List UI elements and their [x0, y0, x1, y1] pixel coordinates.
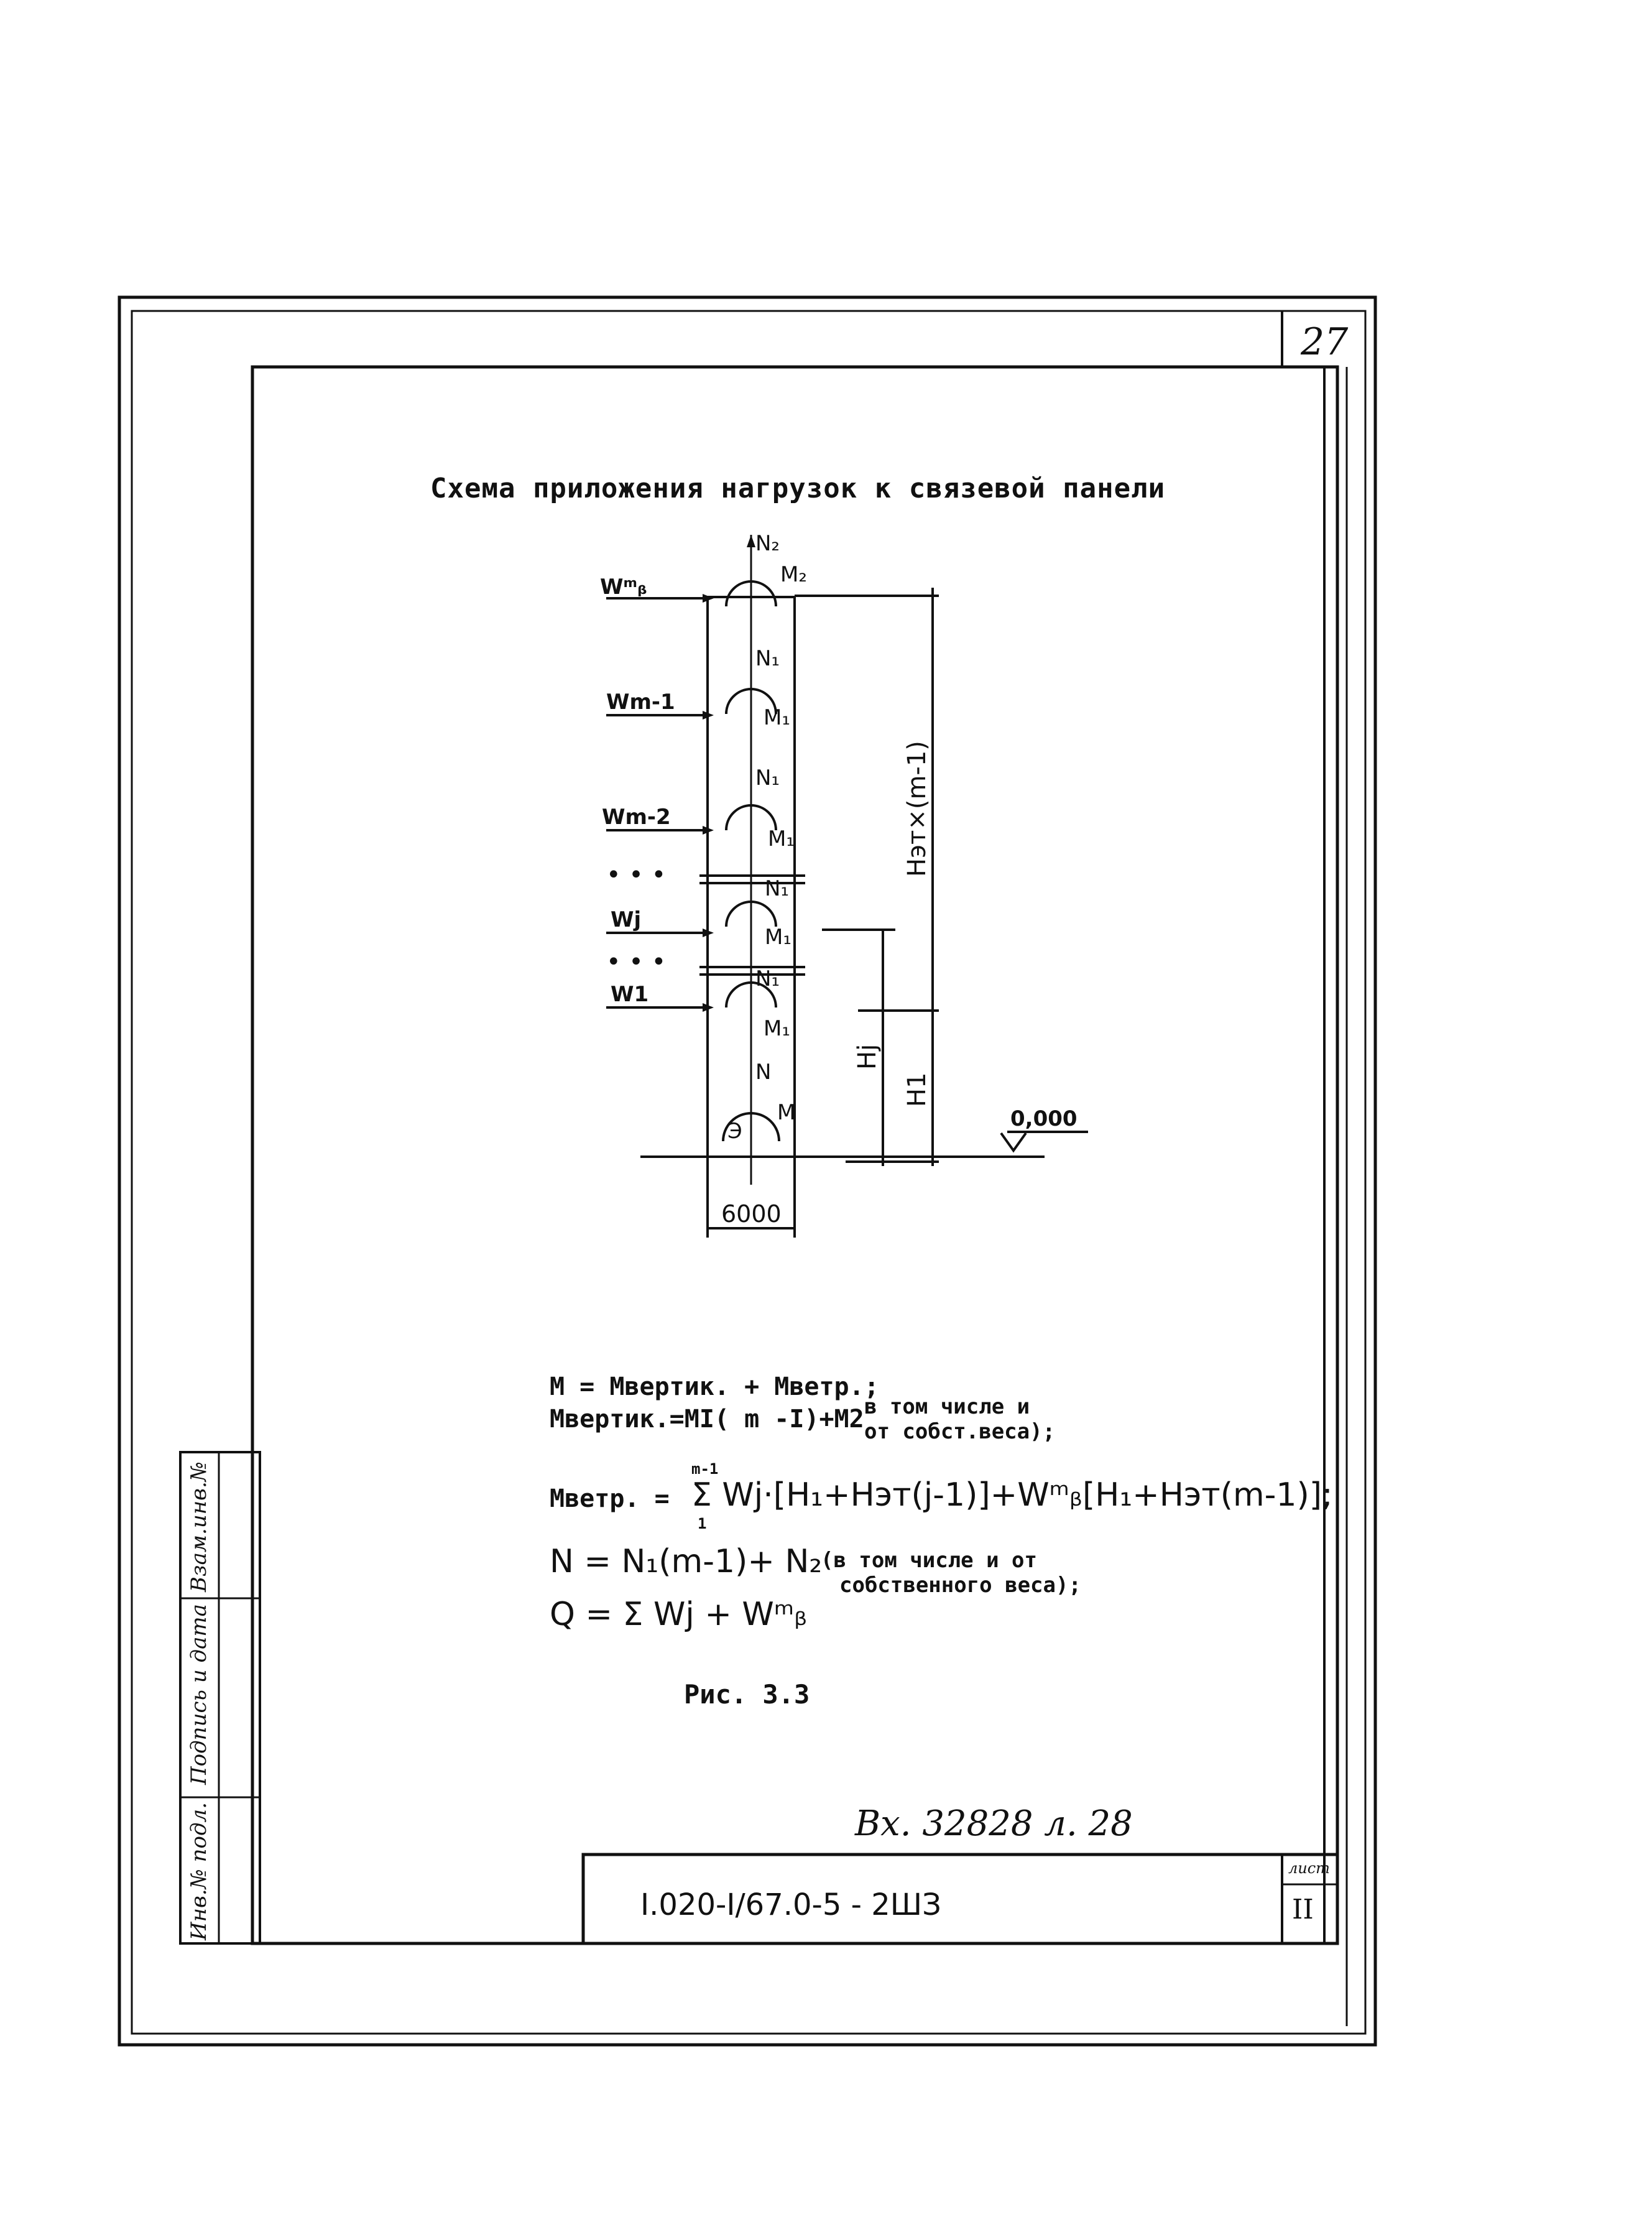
- sheet-label: лист: [1288, 1859, 1330, 1877]
- figure-caption: Рис. 3.3: [684, 1679, 810, 1710]
- moment-label: M₁: [764, 1016, 790, 1041]
- formula-line-4-note-a: (в том числе и от: [821, 1548, 1037, 1573]
- width-label: 6000: [721, 1200, 782, 1228]
- handwritten-reference: Вх. 32828 л. 28: [855, 1804, 1133, 1844]
- wind-load-j: Wj: [611, 907, 642, 932]
- stamp-inv-original: Инв.№ подл.: [187, 1802, 211, 1940]
- wind-load-1: W1: [611, 982, 649, 1007]
- formula-line-2: Мвертик.=МI( m -I)+М2: [550, 1405, 864, 1433]
- sum-lower-limit: 1: [698, 1515, 707, 1532]
- formula-line-3-label: Мветр. =: [550, 1484, 670, 1513]
- diagram-title: Схема приложения нагрузок к связевой панели: [430, 473, 1166, 504]
- formula-line-4-note-b: собственного веса);: [839, 1573, 1081, 1598]
- axial-label: N₁: [755, 966, 780, 991]
- axial-label: N₁: [755, 646, 780, 671]
- moment-label: M: [777, 1100, 796, 1125]
- moment-label: M₁: [764, 705, 790, 730]
- stamp-replace-inv: Взам.инв.№: [187, 1461, 211, 1592]
- formula-line-4: N = N₁(m-1)+ N₂: [550, 1543, 823, 1580]
- document-code: I.020-I/67.0-5 - 2ШЗ: [640, 1887, 941, 1922]
- axial-label: N: [755, 1060, 772, 1085]
- axial-label: N₁: [755, 766, 780, 790]
- formula-line-2-note-a: в том числе и: [864, 1394, 1030, 1419]
- sum-upper-limit: m-1: [691, 1460, 719, 1478]
- stamp-signature-date: Подпись и дата: [187, 1604, 211, 1785]
- sheet-number: II: [1292, 1894, 1314, 1925]
- page-number: 27: [1301, 320, 1349, 364]
- top-moment-label: M₂: [780, 562, 807, 587]
- wind-load-top: Wᵐᵦ: [600, 575, 647, 600]
- top-axial-label: N₂: [755, 531, 780, 556]
- dim-total-label: Hэт×(m-1): [903, 741, 931, 877]
- dots-upper: • • •: [606, 861, 667, 889]
- formula-line-1: М = Мвертик. + Мветр.;: [550, 1373, 879, 1401]
- formula-line-3-body: Σ Wj·[H₁+Hэт(j-1)]+Wᵐᵦ[H₁+Hэт(m-1)];: [691, 1476, 1333, 1514]
- elevation-label: 0,000: [1010, 1106, 1077, 1131]
- dim-hj-label: Hj: [853, 1044, 882, 1070]
- wind-load-m2: Wm-2: [602, 805, 671, 830]
- base-label: Э: [727, 1119, 742, 1144]
- wind-load-m1: Wm-1: [606, 690, 675, 715]
- moment-label: M₁: [765, 925, 791, 950]
- formula-line-2-note-b: от собст.веса);: [864, 1419, 1056, 1444]
- dots-lower: • • •: [606, 948, 667, 976]
- axial-label: N₁: [765, 876, 790, 901]
- moment-label: M₁: [768, 827, 795, 851]
- dim-h1-label: H1: [903, 1072, 931, 1107]
- formula-line-5: Q = Σ Wj + Wᵐᵦ: [550, 1596, 808, 1633]
